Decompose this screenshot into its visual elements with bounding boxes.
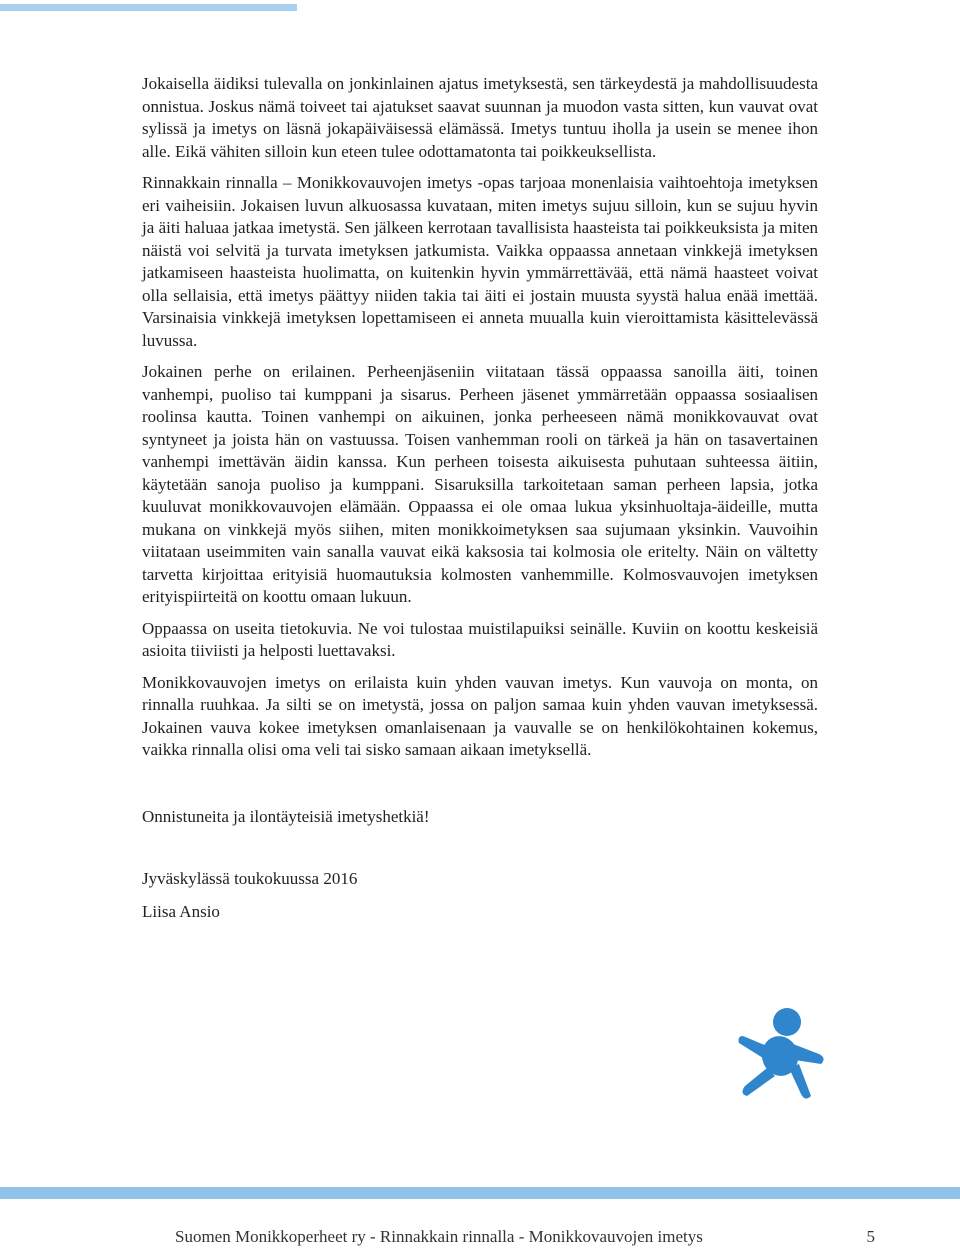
- bottom-accent-bar: [0, 1187, 960, 1199]
- top-accent-bar: [0, 4, 297, 11]
- paragraph-2: Rinnakkain rinnalla – Monikkovauvojen imetys -opas tarjoaa monenlaisia vaihtoehtoja imetyksen eri vaiheisiin. Jokaisen luvun alkuosassa kuvataan, miten imetys sujuu silloin, kun se sujuu hyvin ja äiti haluaa jatkaa imetystä. Sen jälkeen kerrotaan tavallisista haasteista tai poikkeuksista ja miten näistä voi selvitä ja turvata imetyksen jatkumista. Vaikka oppaassa annetaan vinkkejä imetyksen jatkamiseen haasteista huolimatta, on kuitenkin hyvin ymmärrettävää, että nämä haasteet voivat olla sellaisia, että imetys päättyy niiden takia tai äiti ei jostain muusta syystä halua enää imettää. Varsinaisia vinkkejä imetyksen lopettamiseen ei anneta muualla kuin vieroittamista käsittelevässä luvussa.: [142, 173, 818, 350]
- paragraph-3: Jokainen perhe on erilainen. Perheenjäseniin viitataan tässä oppaassa sanoilla äiti, toinen vanhempi, puoliso tai kumppani ja sisarus. Perheen jäsenet ymmärretään oppaassa sosiaalisen roolinsa kautta. Toinen vanhempi on aikuinen, jonka perheeseen nämä monikkovauvat ovat syntyneet ja joista hän on vastuussa. Toisen vanhemman rooli on tärkeä ja hän on tasavertainen vanhempi imettävän äidin kanssa. Kun perheen toisesta aikuisesta puhutaan suhteessa äitiin, käytetään sanoja puoliso ja kumppani. Sisaruksilla tarkoitetaan saman perheen lapsia, jotka kuuluvat monikkovauvojen elämään. Oppaassa ei ole omaa lukua yksinhuoltaja-äideille, mutta mukana on vinkkejä myös siihen, miten monikkoimetyksen saa sujumaan yksinkin. Vauvoihin viitataan useimmiten vain sanalla vauvat eikä kaksosia tai kolmosia ole eritelty. Näin on vältetty tarvetta kirjoittaa erityisiä huomautuksia kolmosten vanhemmille. Kolmosvauvojen imetyksen erityispiirteitä on koottu omaan lukuun.: [142, 362, 818, 606]
- footer-text: Suomen Monikkoperheet ry - Rinnakkain rinnalla - Monikkovauvojen imetys: [175, 1227, 703, 1246]
- paragraph-5: Monikkovauvojen imetys on erilaista kuin yhden vauvan imetys. Kun vauvoja on monta, on rinnalla ruuhkaa. Ja silti se on imetystä, jossa on paljon samaa kuin yhden vauvan imetyksessä. Jokainen vauva kokee imetyksen omanlaisenaan ja vauvalle se on henkilökohtainen kokemus, vaikka rinnalla olisi oma veli tai sisko samaan aikaan imetyksellä.: [142, 672, 818, 759]
- closing-wish: Onnistuneita ja ilontäyteisiä imetyshetkiä!: [142, 806, 430, 826]
- page-body: [142, 73, 818, 932]
- place-date: Jyväskylässä toukokuussa 2016: [142, 869, 358, 888]
- page-number: 5: [866, 1227, 875, 1246]
- child-figure-icon: [737, 1006, 827, 1104]
- paragraph-4: Oppaassa on useita tietokuvia. Ne voi tulostaa muistilapuiksi seinälle. Kuviin on koottu keskeisiä asioita tiiviisti ja helposti luettavaksi.: [142, 618, 818, 660]
- author-name: Liisa Ansio: [142, 901, 220, 921]
- page-footer: [175, 1227, 875, 1247]
- paragraph-1: Jokaisella äidiksi tulevalla on jonkinlainen ajatus imetyksestä, sen tärkeydestä ja mahdollisuudesta onnistua. Joskus nämä toiveet tai ajatukset saavat suunnan ja muodon vasta sitten, kun vauvat ovat sylissä ja imetys on läsnä jokapäiväisessä elämässä. Imetys tuntuu iholla ja usein se menee ihon alle. Eikä vähiten silloin kun eteen tulee odottamatonta tai poikkeuksellista.: [142, 74, 818, 161]
